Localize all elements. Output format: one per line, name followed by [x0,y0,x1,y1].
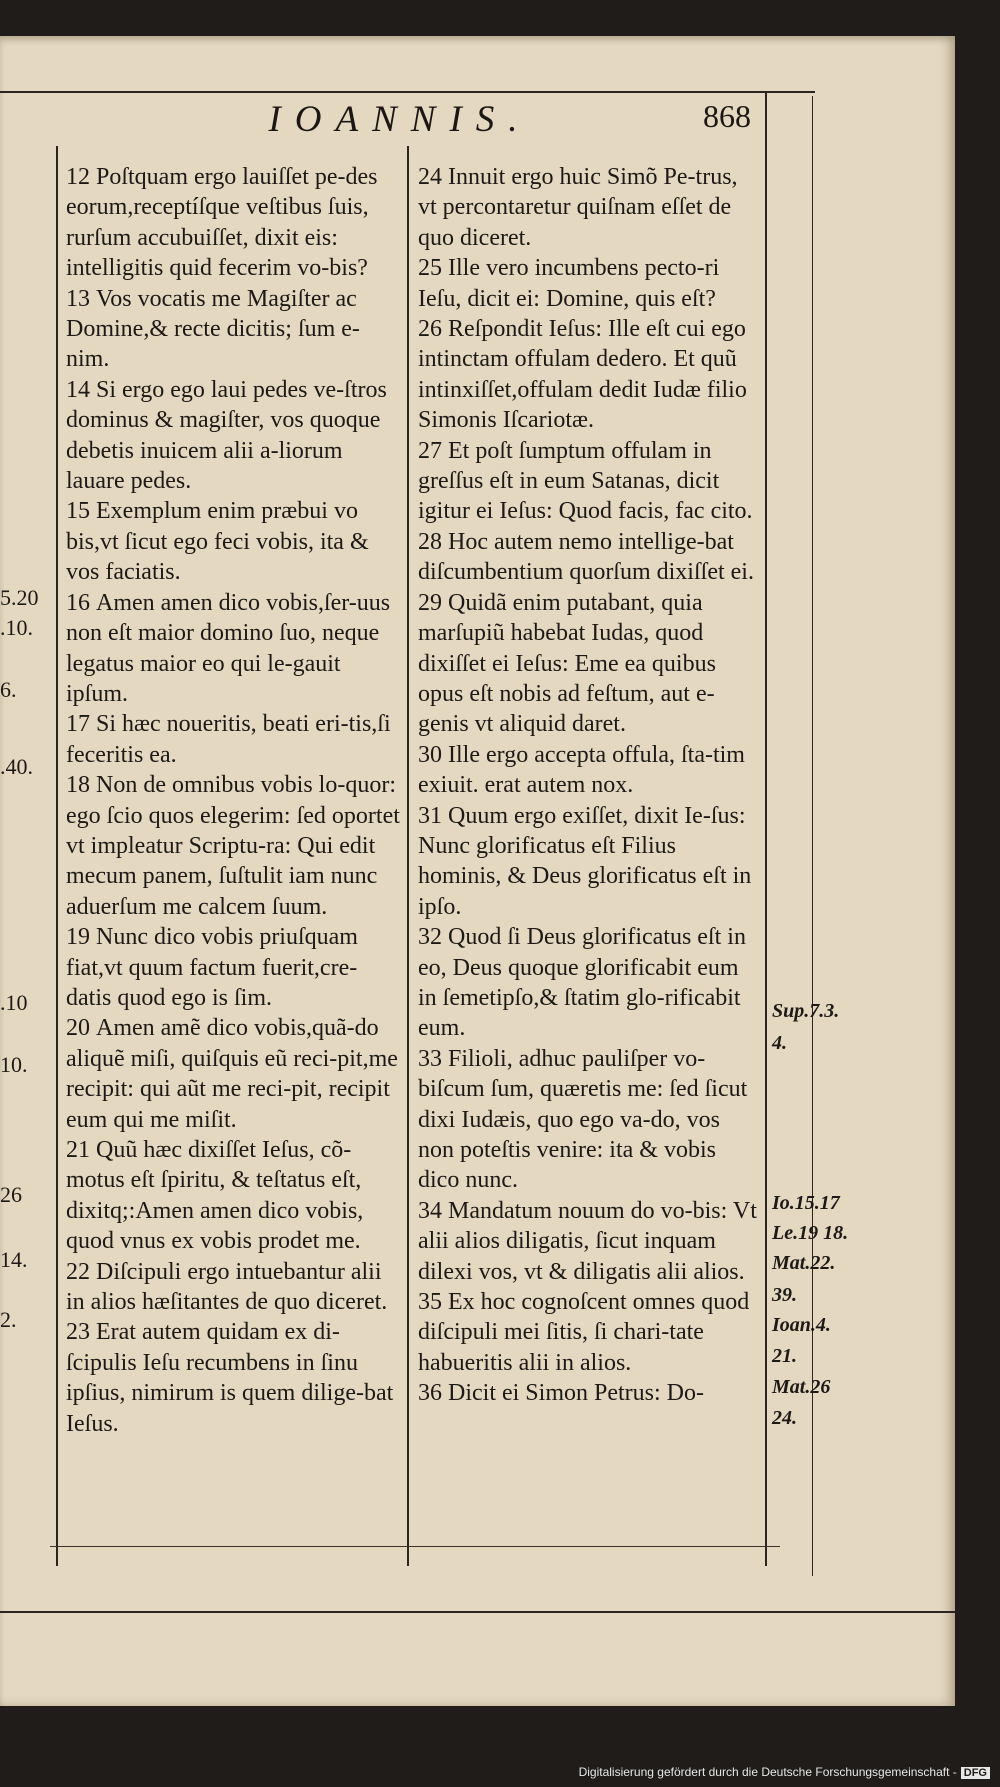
verse [418,1044,760,1196]
verse-text: Quod ſi Deus glorificatus eſt in eo, Deus quoque glorificabit eum in ſemetipſo,& ſtatim glo-rificabit eum. [418,924,746,1042]
verse-text: Diſcipuli ergo intuebantur alii in alios hæſitantes de quo diceret. [66,1258,388,1316]
margin-reference: Io.15.17 [772,1192,840,1214]
margin-reference: .10. [0,615,33,640]
verse-number: 12 [66,164,90,190]
verse-number: 24 [418,164,442,190]
verse-number: 35 [418,1289,442,1316]
verse-number: 23 [66,1319,90,1346]
verse-text: Ille vero incumbens pecto-ri Ieſu, dicit ei: Domine, quis eſt? [418,255,720,312]
verse-text: Nunc dico vobis priuſquam fiat,vt quum factum fuerit,cre-datis quod ego is ſim. [66,924,358,1011]
verse-text: Et poſt ſumptum offulam in greſſus eſt in eum Satanas, dicit igitur ei Ieſus: Quod facis, fac cito. [418,437,753,525]
verse [418,162,760,253]
verse-text: Vos vocatis me Magiſter ac Domine,& recte dicitis; ſum e-nim. [66,285,360,373]
margin-reference: Sup.7.3. [772,1000,840,1022]
credit-text: Digitalisierung gefördert durch die Deutsche Forschungsgemeinschaft - [578,1765,957,1779]
verse [418,740,760,801]
verse-number: 34 [418,1197,442,1224]
margin-reference: .40. [0,754,33,779]
verse-text: Si ergo ego laui pedes ve-ſtros dominus & magiſter, vos quoque debetis inuicem alii a-liorum lauare pedes. [66,376,387,495]
verse [66,588,402,710]
verse [418,1378,760,1408]
footer-rule-thin [50,1546,780,1547]
verse-number: 16 [66,589,90,616]
verse-number: 36 [418,1380,442,1407]
verse [66,284,402,375]
verse-text: Exemplum enim præbui vo bis,vt ſicut ego feci vobis, ita & vos faciatis. [66,498,369,586]
margin-reference: Le.19 18. [772,1222,849,1244]
verse-text: Erat autem quidam ex di-ſcipulis Ieſu recumbens in ſinu ipſius, nimirum is quem dilige-bat Ieſus. [66,1319,394,1437]
margin-reference: 5.20 [0,585,39,610]
verse [66,162,402,284]
right-text-column [418,162,760,1409]
page-number: 868 [703,98,751,134]
outer-frame-rule [812,96,813,1576]
margin-reference: 21. [772,1345,797,1367]
verse-number: 14 [66,376,90,403]
margin-reference: 2. [0,1307,17,1332]
verse [418,527,760,588]
right-margin-rule [765,91,767,1566]
verse-text: Non de omnibus vobis lo-quor: ego ſcio quos elegerim: ſed oportet vt impleatur Scriptu-ra: Qui edit mecum panem, ſuſtulit iam nunc aduerſum me calcem ſuum. [66,772,400,920]
verse [66,375,402,497]
verse [418,314,760,436]
verse-number: 22 [66,1258,90,1285]
column-divider [407,146,409,1566]
verse [66,1317,402,1439]
verse [66,1013,402,1135]
verse [418,1196,760,1287]
margin-reference: Mat.26 [772,1376,831,1398]
verse [66,1257,402,1318]
verse-number: 18 [66,772,90,799]
margin-reference: 14. [0,1247,28,1272]
verse-number: 33 [418,1045,442,1072]
margin-reference: Mat.22. [772,1252,836,1274]
verse [418,436,760,527]
verse-number: 20 [66,1015,90,1042]
book-page [0,36,955,1706]
verse-text: Amen amen dico vobis,ſer-uus non eſt maior domino ſuo, neque legatus maior eo qui le-gauit ipſum. [66,589,391,707]
verse-text: Si hæc noueritis, beati eri-tis,ſi feceritis ea. [66,711,391,768]
margin-reference: 24. [772,1407,797,1429]
verse-text: Ex hoc cognoſcent omnes quod diſcipuli mei ſitis, ſi chari-tate habueritis alii in alios. [418,1289,750,1376]
verse-text: Innuit ergo huic Simõ Pe-trus, vt percontaretur quiſnam eſſet de quo diceret. [418,164,738,251]
verse-number: 15 [66,498,90,525]
verse-text: Hoc autem nemo intellige-bat diſcumbentium quorſum dixiſſet ei. [418,528,754,586]
verse-number: 28 [418,528,442,555]
verse-number: 13 [66,285,90,312]
verse-text: Quidã enim putabant, quia marſupiũ habebat Iudas, quod dixiſſet ei Ieſus: Eme ea quibus opus eſt nobis ad feſtum, aut e-genis vt aliquid daret. [418,589,716,738]
verse-number: 25 [418,255,442,282]
verse-text: Dicit ei Simon Petrus: Do- [448,1380,704,1407]
margin-reference: 26 [0,1182,22,1207]
verse-number: 26 [418,316,442,343]
verse-text: Mandatum nouum do vo-bis: Vt alii alios diligatis, ſicut inquam dilexi vos, vt & diligatis alii alios. [418,1197,757,1285]
verse [418,1287,760,1378]
verse-text: Amen amẽ dico vobis,quã-do aliquẽ miſi, quiſquis eũ reci-pit,me recipit: qui aũt me reci-pit, recipit eum qui me miſit. [66,1015,398,1133]
verse-text: Ille ergo accepta offula, ſta-tim exiuit. erat autem nox. [418,741,745,799]
verse [66,922,402,1013]
margin-reference: .10 [0,990,28,1015]
verse [66,496,402,587]
verse [418,588,760,740]
margin-reference: Ioan.4. [772,1314,831,1336]
verse [66,1135,402,1257]
digitization-credit [579,1765,990,1779]
running-title: IOANNIS. [268,99,532,140]
left-margin-rule [56,146,58,1566]
margin-reference: 39. [772,1284,797,1306]
verse-number: 27 [418,437,442,464]
verse-number: 21 [66,1137,90,1163]
verse-number: 19 [66,924,90,951]
verse-text: Quũ hæc dixiſſet Ieſus, cõ-motus eſt ſpiritu, & teſtatus eſt, dixitq;:Amen amen dico vobis, quod vnus ex vobis prodet me. [66,1137,364,1255]
margin-reference: 6. [0,677,17,702]
verse-number: 31 [418,802,442,829]
verse [66,709,402,770]
verse [418,922,760,1044]
verse-number: 32 [418,924,442,951]
left-text-column [66,162,402,1439]
dfg-logo: DFG [961,1767,990,1779]
verse-text: Poſtquam ergo lauiſſet pe-des eorum,receptíſque veſtibus ſuis, rurſum accubuiſſet, dixit eis: intelligitis quid fecerim vo-bis? [66,164,378,282]
verse-number: 30 [418,741,442,768]
verse [418,801,760,923]
verse-number: 29 [418,589,442,616]
verse-text: Filioli, adhuc pauliſper vo-biſcum ſum, quæretis me: ſed ſicut dixi Iudæis, quo ego va-do, vos non poteſtis venire: ita & vobis dico nunc. [418,1045,748,1194]
verse [66,770,402,922]
verse-number: 17 [66,711,90,738]
verse-text: Quum ergo exiſſet, dixit Ie-ſus: Nunc glorificatus eſt Filius hominis, & Deus glorificatus eſt in ipſo. [418,802,752,920]
verse [418,253,760,314]
verse-text: Reſpondit Ieſus: Ille eſt cui ego intinctam offulam dedero. Et quũ intinxiſſet,offulam dedit Iudæ filio Simonis Iſcariotæ. [418,316,747,434]
header-rule [0,91,815,93]
margin-reference: 4. [772,1032,787,1054]
footer-rule [0,1611,955,1613]
margin-reference: 10. [0,1052,28,1077]
